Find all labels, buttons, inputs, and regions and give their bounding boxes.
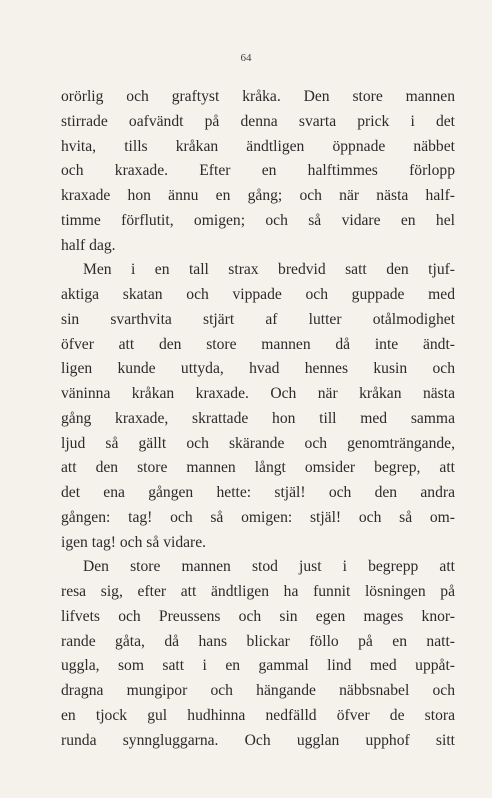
text-line: lifvets och Preussens och sin egen mages knor- <box>61 607 455 625</box>
text-line: gången: tag! och så omigen: stjäl! och så om- <box>61 508 455 526</box>
text-line: uggla, som satt i en gammal lind med uppåt- <box>61 657 455 675</box>
text-line: rande gåta, då hans blickar föllo på en natt- <box>61 632 455 650</box>
text-line: timme förflutit, omigen; och så vidare en hel <box>61 211 455 229</box>
page-number: 64 <box>240 52 252 64</box>
text-line: runda synngluggarna. Och ugglan upphof sitt <box>61 731 455 749</box>
body-text <box>61 85 455 753</box>
text-line: igen tag! och så vidare. <box>61 533 207 551</box>
text-line: hvita, tills kråkan ändtligen öppnade näbbet <box>61 137 455 155</box>
text-line: Den store mannen stod just i begrepp att <box>83 558 455 576</box>
text-line: öfver att den store mannen då inte ändt- <box>61 335 455 353</box>
text-line: att den store mannen långt omsider begrep, att <box>61 459 455 477</box>
text-line: väninna kråkan kraxade. Och när kråkan nästa <box>61 385 455 402</box>
text-line: dragna mungipor och hängande näbbsnabel och <box>61 682 455 699</box>
text-line: stirrade oafvändt på denna svarta prick i det <box>61 112 455 130</box>
text-line: ljud så gällt och skärande och genomträngande, <box>61 434 455 452</box>
text-line: det ena gången hette: stjäl! och den andra <box>61 484 455 501</box>
text-line: kraxade hon ännu en gång; och när nästa half- <box>61 187 455 204</box>
text-line: orörlig och graftyst kråka. Den store mannen <box>61 88 455 105</box>
text-line: gång kraxade, skrattade hon till med samma <box>61 409 455 427</box>
text-line: Men i en tall strax bredvid satt den tjuf- <box>83 261 455 279</box>
text-line: half dag. <box>61 236 116 254</box>
text-line: ligen kunde uttyda, hvad hennes kusin och <box>61 360 455 378</box>
text-line: resa sig, efter att ändtligen ha funnit lösningen på <box>61 583 455 600</box>
text-line: en tjock gul hudhinna nedfälld öfver de stora <box>61 706 455 724</box>
text-line: sin svarthvita stjärt af lutter otålmodighet <box>61 310 455 328</box>
text-line: och kraxade. Efter en halftimmes förlopp <box>61 162 455 180</box>
text-line: aktiga skatan och vippade och guppade med <box>61 286 455 303</box>
